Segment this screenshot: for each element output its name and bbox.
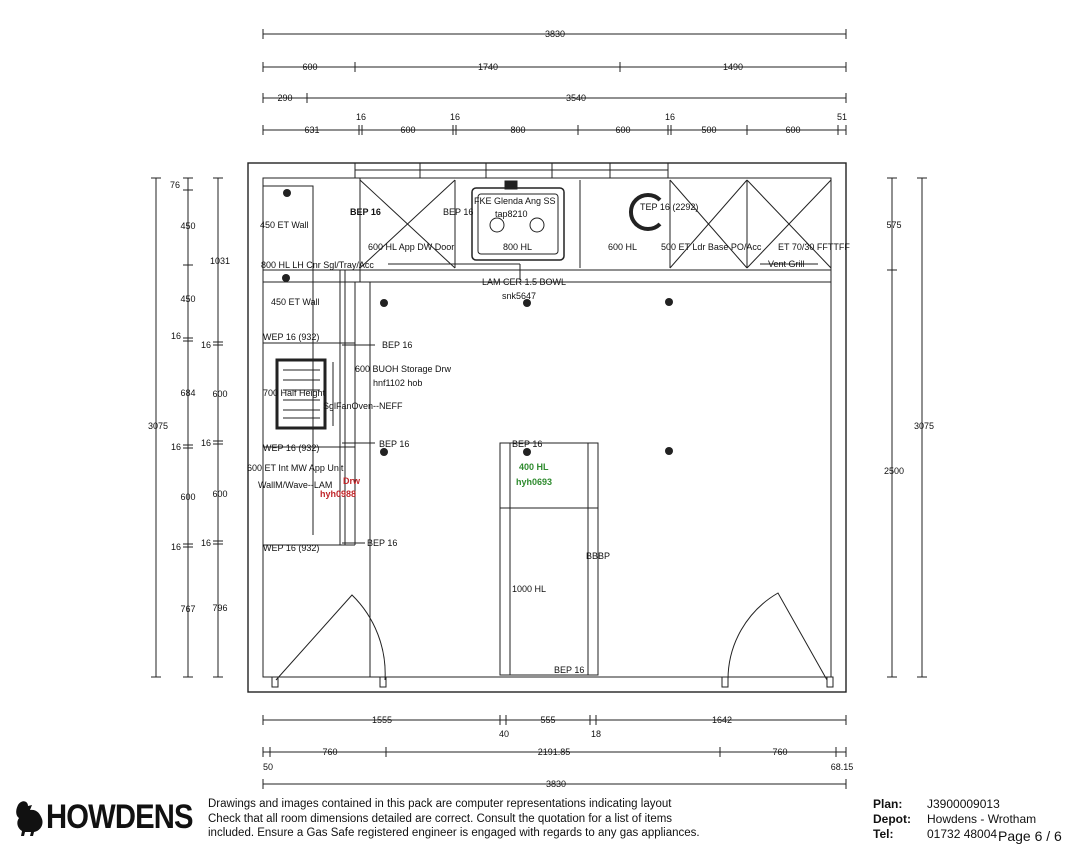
dim-top-16b: 16 <box>449 112 461 122</box>
dim-left-684: 684 <box>180 388 196 398</box>
page-number: Page 6 / 6 <box>998 828 1062 844</box>
label-wep-1: WEP 16 (932) <box>263 332 320 342</box>
dim-left-600c: 600 <box>212 489 228 499</box>
label-bep16-f: BEP 16 <box>554 665 585 675</box>
disclaimer-line-1: Drawings and images contained in this pack are computer representations indicating layout <box>208 798 672 810</box>
dim-top-600: 600 <box>302 62 318 72</box>
dim-bottom-555: 555 <box>540 715 556 725</box>
dim-left-450a: 450 <box>180 221 196 231</box>
disclaimer-line-3: included. Ensure a Gas Safe registered engineer is engaged with regards to any gas appliances. <box>208 827 700 839</box>
label-corner-unit: 800 HL LH Cnr Sgl/Tray/Acc <box>261 260 374 270</box>
label-app-dw-door: 600 HL App DW Door <box>368 242 455 252</box>
label-ldr-base: 500 ET Ldr Base PO/Acc <box>661 242 762 252</box>
dim-top-500: 500 <box>701 125 717 135</box>
dim-bottom-760a: 760 <box>322 747 338 757</box>
dim-top-800: 800 <box>510 125 526 135</box>
disclaimer-line-2: Check that all room dimensions detailed are correct. Consult the quotation for a list of items <box>208 812 673 825</box>
dim-left-16e: 16 <box>200 438 212 448</box>
label-bbbp: BBBP <box>586 551 611 561</box>
depot-label: Depot: <box>873 812 911 826</box>
label-tap-code: tap8210 <box>495 209 528 219</box>
label-450-et-wall-a: 450 ET Wall <box>260 220 309 230</box>
label-wep-3: WEP 16 (932) <box>263 543 320 553</box>
dim-bottom-1642: 1642 <box>711 715 733 725</box>
label-800-hl: 800 HL <box>503 242 533 252</box>
label-sink-name: FKE Glenda Ang SS <box>474 196 556 206</box>
dim-top-1740: 1740 <box>477 62 499 72</box>
dim-bottom-760b: 760 <box>772 747 788 757</box>
label-half-height: 700 Half Height <box>263 388 326 398</box>
label-island-bep: BEP 16 <box>512 439 543 449</box>
dim-bottom-3830: 3830 <box>545 779 567 789</box>
label-bep16-a: BEP 16 <box>350 207 381 217</box>
dim-left-796: 796 <box>212 603 228 613</box>
howdens-logo <box>12 793 217 841</box>
dim-top-3540: 3540 <box>565 93 587 103</box>
footer-disclaimer <box>208 797 768 841</box>
dim-left-600a: 600 <box>180 492 196 502</box>
dim-top-600c: 600 <box>615 125 631 135</box>
dim-left-450b: 450 <box>180 294 196 304</box>
dim-bottom-68: 68.15 <box>830 762 854 772</box>
label-oven: SglFanOven--NEFF <box>323 401 403 411</box>
dim-left-16a: 16 <box>170 331 182 341</box>
dim-left-16c: 16 <box>170 542 182 552</box>
label-storage-drw: 600 BUOH Storage Drw <box>355 364 452 374</box>
depot-value: Howdens - Wrotham <box>927 812 1037 826</box>
dim-left-16f: 16 <box>200 538 212 548</box>
label-1000-hl: 1000 HL <box>512 584 547 594</box>
label-mw-wave: WallM/Wave--LAM <box>258 480 333 490</box>
label-450-et-wall-b: 450 ET Wall <box>271 297 320 307</box>
dim-top-16c: 16 <box>664 112 676 122</box>
tel-label: Tel: <box>873 827 894 841</box>
dim-left-3075: 3075 <box>147 421 169 431</box>
label-600-hl: 600 HL <box>608 242 638 252</box>
plan-value: J3900009013 <box>927 797 1000 811</box>
dim-top-3830: 3830 <box>544 29 566 39</box>
dim-left-767: 767 <box>180 604 196 614</box>
label-tep: TEP 16 (2292) <box>640 202 699 212</box>
dim-top-631: 631 <box>304 125 320 135</box>
dim-top-1490: 1490 <box>722 62 744 72</box>
dim-bottom-18: 18 <box>590 729 602 739</box>
label-vent-grill: Vent Grill <box>768 259 805 269</box>
brand-name: HOWDENS <box>46 797 193 836</box>
dim-bottom-50: 50 <box>262 762 274 772</box>
dim-left-1031: 1031 <box>209 256 231 266</box>
dim-right-575: 575 <box>886 220 902 230</box>
dim-left-16b: 16 <box>170 442 182 452</box>
label-bowl: LAM CER 1.5 BOWL <box>482 277 567 287</box>
label-wep-2: WEP 16 (932) <box>263 443 320 453</box>
dim-top-600d: 600 <box>785 125 801 135</box>
dim-top-16a: 16 <box>355 112 367 122</box>
dim-top-600b: 600 <box>400 125 416 135</box>
label-mw-unit: 600 ET Int MW App Unit <box>247 463 344 473</box>
label-bep16-e: BEP 16 <box>367 538 398 548</box>
dim-left-76: 76 <box>169 180 181 190</box>
tel-value: 01732 48004 <box>927 827 998 841</box>
dim-top-290: 290 <box>277 93 293 103</box>
dim-top-51: 51 <box>836 112 848 122</box>
label-bep16-b: BEP 16 <box>443 207 474 217</box>
label-mw-code: hyh0988 <box>320 489 357 499</box>
dim-left-16d: 16 <box>200 340 212 350</box>
plan-label: Plan: <box>873 797 903 811</box>
dim-bottom-1555: 1555 <box>371 715 393 725</box>
dim-bottom-2191: 2191.85 <box>537 747 571 757</box>
dim-left-600b: 600 <box>212 389 228 399</box>
dim-right-3075: 3075 <box>913 421 935 431</box>
label-bowl-code: snk5647 <box>502 291 537 301</box>
rooster-icon <box>12 797 46 837</box>
label-island-code: hyh0693 <box>516 477 553 487</box>
label-hob: hnf1102 hob <box>373 378 423 388</box>
label-et-7030: ET 70/30 FFTTFF <box>778 242 850 252</box>
dim-bottom-40: 40 <box>498 729 510 739</box>
label-bep16-d: BEP 16 <box>379 439 410 449</box>
dim-right-2500: 2500 <box>883 466 905 476</box>
label-drw: Drw <box>343 476 361 486</box>
label-bep16-c: BEP 16 <box>382 340 413 350</box>
label-island-400-hl: 400 HL <box>519 462 549 472</box>
